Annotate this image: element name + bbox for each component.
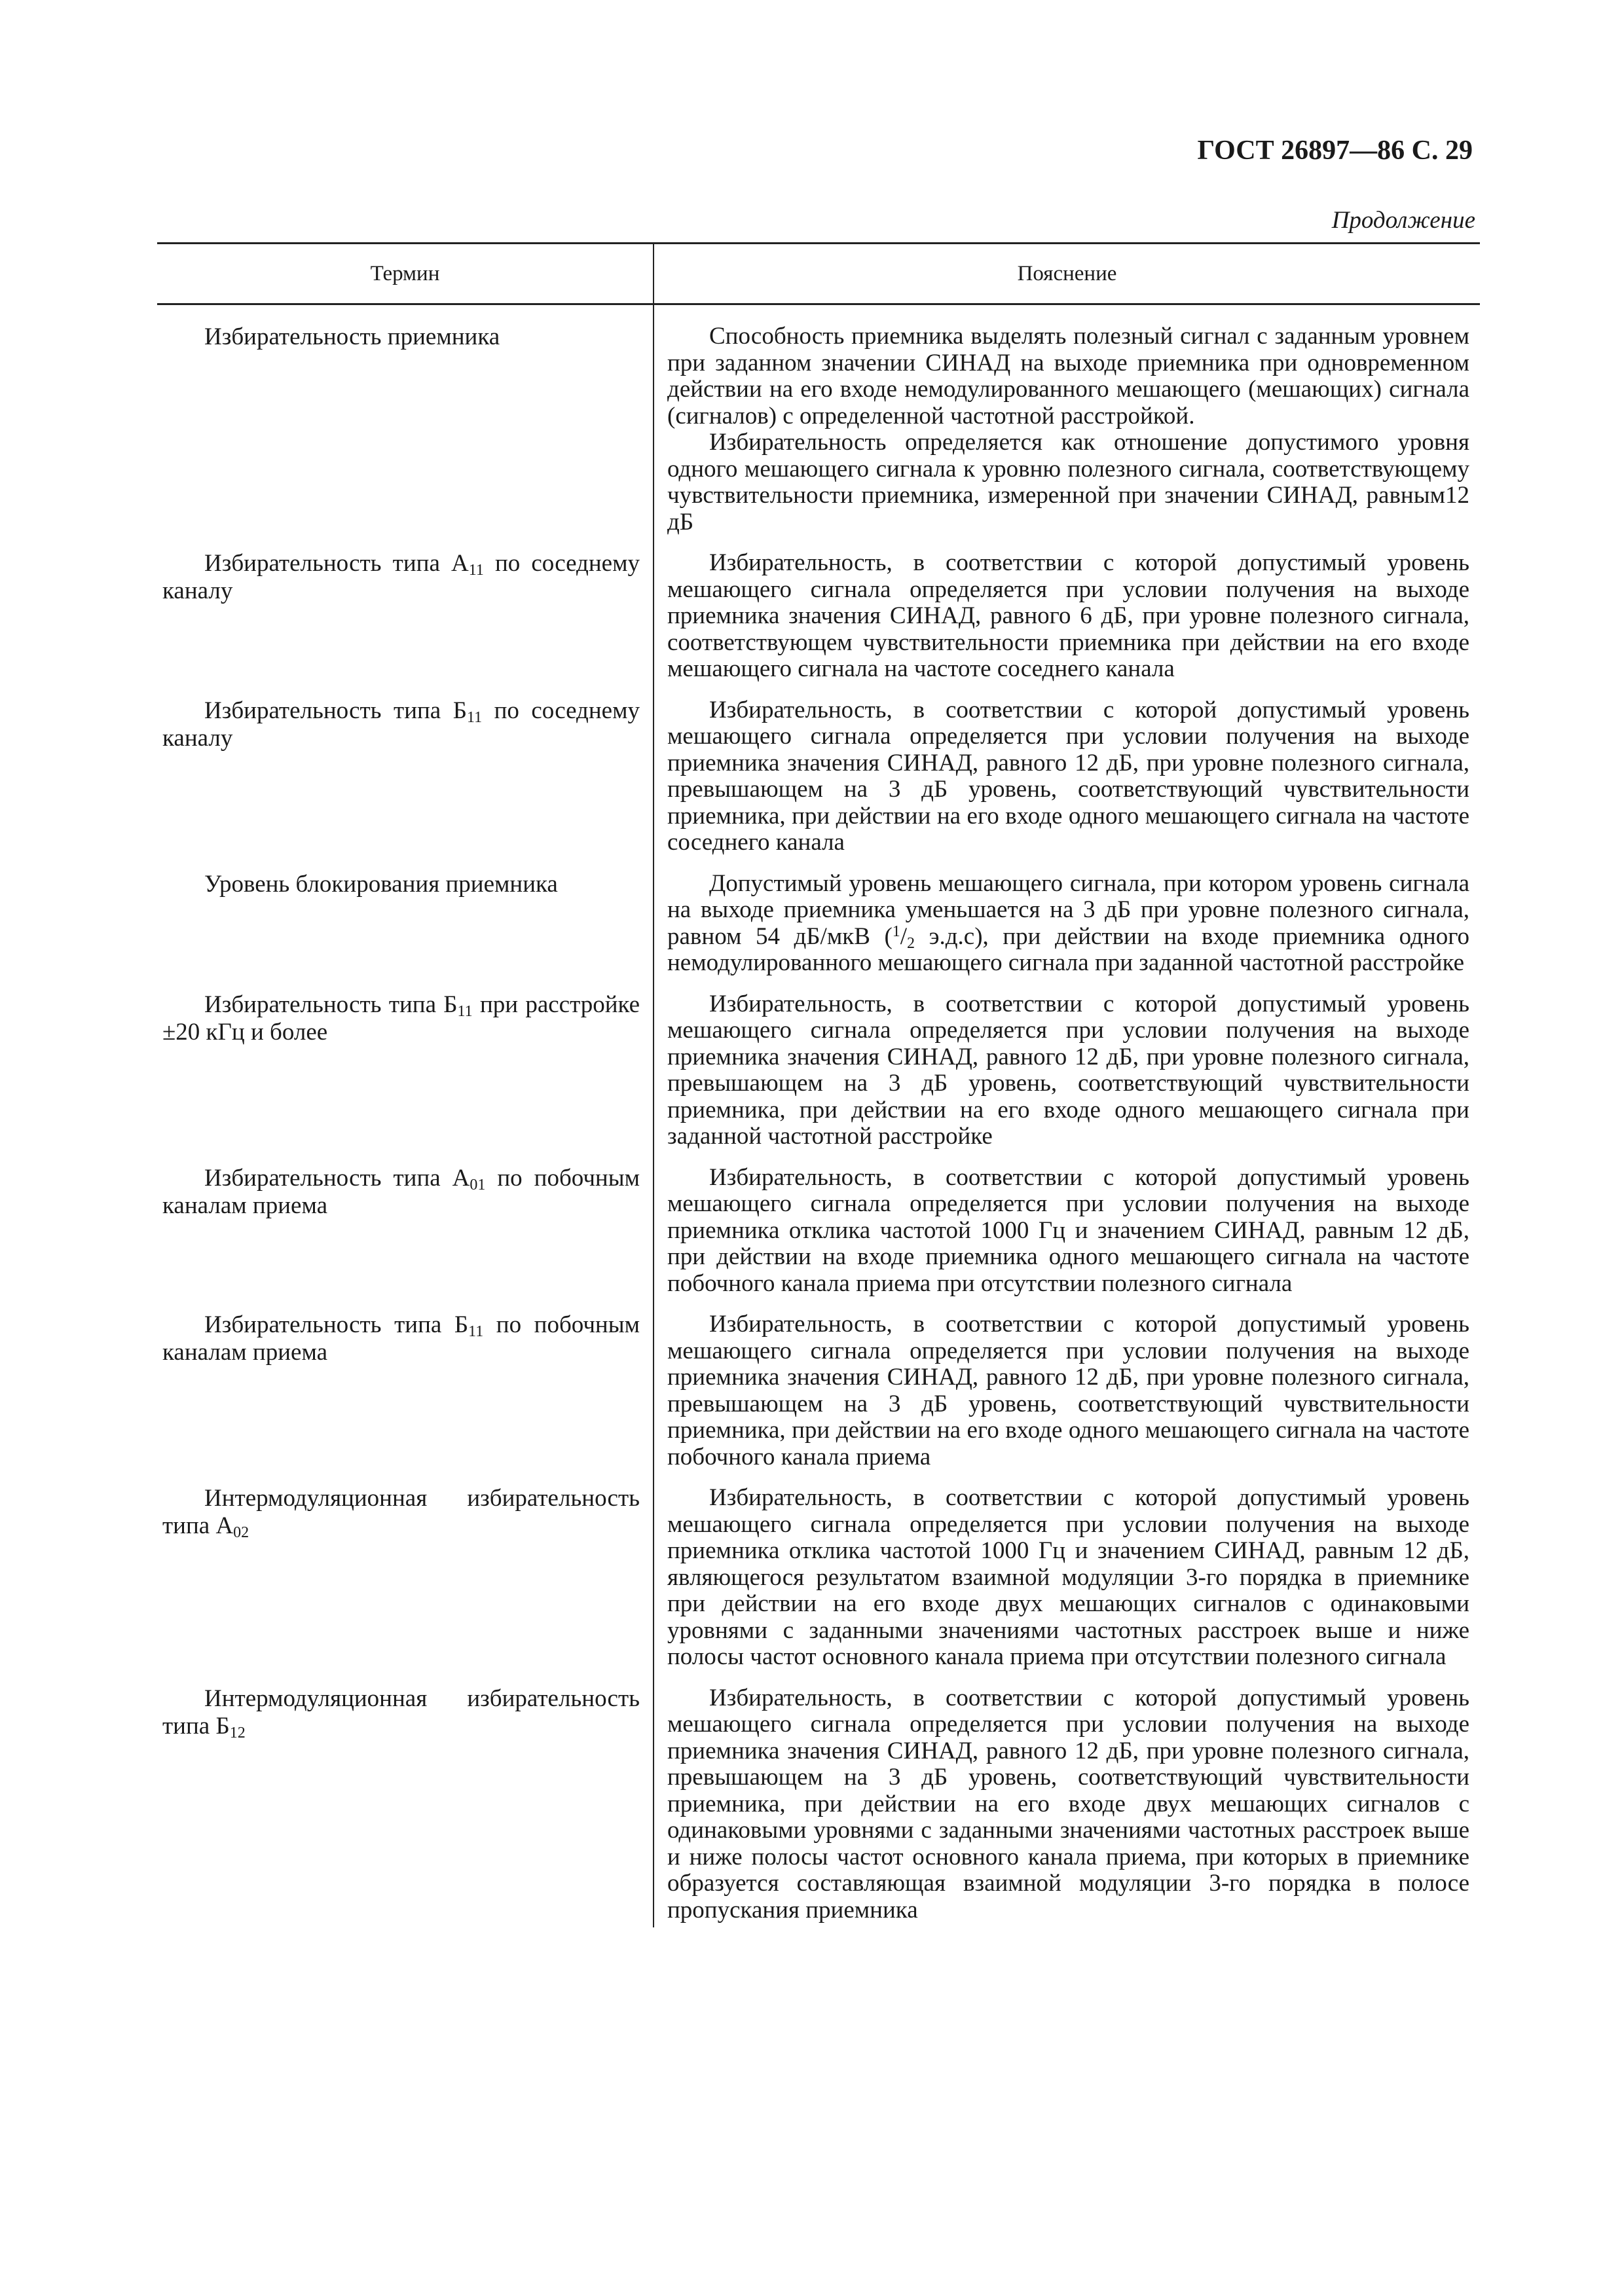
explanation-cell	[653, 1301, 1480, 1474]
explanation-paragraph: Избирательность, в соответствии с которой допустимый уровень мешающего сигнала определяется при условии получения на выходе приемника значения СИНАД, равного 12 дБ, при уровне полезного сигнала, превышающем на 3 дБ уровень, соответствующий чувствительности приемника, при действии на его входе одного мешающего сигнала на частоте соседнего канала	[667, 696, 1469, 856]
term-subscript: 11	[468, 562, 484, 579]
term-cell	[157, 305, 653, 539]
table-row	[157, 860, 1480, 981]
page-header-title: ГОСТ 26897—86 С. 29	[1197, 136, 1473, 166]
term-text: Интермодуляционная избирательность типа А	[162, 1485, 640, 1539]
table-row	[157, 1474, 1480, 1675]
term-cell	[157, 1301, 653, 1474]
table-row	[157, 1154, 1480, 1302]
term-subscript: 01	[470, 1176, 486, 1194]
explanation-cell	[653, 860, 1480, 981]
term-text-rest: по побочным каналам приема	[162, 1164, 640, 1219]
table-header	[157, 242, 1480, 305]
table-body	[157, 305, 1480, 1927]
explanation-cell	[653, 539, 1480, 687]
explanation-paragraph: Избирательность, в соответствии с которой допустимый уровень мешающего сигнала определяется при условии получения на выходе приемника отклика частотой 1000 Гц и значением СИНАД, равным 12 дБ, при действии на входе приемника одного мешающего сигнала на частоте побочного канала приема при отсутствии полезного сигнала	[667, 1163, 1469, 1297]
term-cell	[157, 1154, 653, 1302]
term-cell	[157, 860, 653, 981]
term-text: Избирательность типа А	[204, 550, 469, 577]
term-subscript: 02	[233, 1524, 249, 1541]
fraction-slash: /	[900, 922, 908, 950]
term-cell	[157, 981, 653, 1154]
explanation-text-rest: э.д.с), при действии на входе приемника одного немодулированного мешающего сигнала при заданной частотной расстройке	[667, 922, 1469, 976]
term-text: Избирательность типа Б	[204, 697, 467, 724]
explanation-cell	[653, 305, 1480, 539]
term-cell	[157, 687, 653, 860]
term-text-rest: по соседнему каналу	[162, 697, 640, 752]
term-subscript: 11	[466, 708, 483, 726]
term-text-rest: при расстройке ±20 кГц и более	[162, 991, 640, 1046]
term-subscript: 11	[457, 1002, 473, 1020]
table-row	[157, 981, 1480, 1154]
explanation-paragraph: Избирательность, в соответствии с которой допустимый уровень мешающего сигнала определяется при условии получения на выходе приемника значения СИНАД, равного 12 дБ, при уровне полезного сигнала, превышающем на 3 дБ уровень, соответствующий чувствительности приемника, при действии на его входе одного мешающего сигнала на частоте побочного канала приема	[667, 1311, 1469, 1470]
term-text: Уровень блокирования приемника	[204, 870, 558, 898]
term-text-rest: по соседнему каналу	[162, 550, 640, 604]
term-text: Интермодуляционная избирательность типа Б	[162, 1685, 640, 1740]
table-row	[157, 539, 1480, 687]
table-row	[157, 687, 1480, 860]
term-cell	[157, 1675, 653, 1928]
explanation-cell	[653, 1474, 1480, 1675]
explanation-paragraph: Избирательность определяется как отношение допустимого уровня одного мешающего сигнала к уровню полезного сигнала, соответствующему чувствительности приемника, измеренной при значении СИНАД, равным12 дБ	[667, 429, 1469, 536]
explanation-paragraph: Избирательность, в соответствии с которой допустимый уровень мешающего сигнала определяется при условии получения на выходе приемника значения СИНАД, равного 6 дБ, при уровне полезного сигнала, соответствующем чувствительности приемника при действии на его входе мешающего сигнала на частоте соседнего канала	[667, 549, 1469, 682]
terms-table	[157, 242, 1480, 1927]
column-header-term: Термин	[370, 261, 440, 285]
explanation-cell	[653, 687, 1480, 860]
term-cell	[157, 539, 653, 687]
term-subscript: 12	[229, 1724, 246, 1741]
table-row	[157, 305, 1480, 539]
explanation-paragraph	[667, 871, 1469, 977]
term-text: Избирательность типа А	[204, 1164, 470, 1192]
term-text-rest: по побочным каналам приема	[162, 1311, 640, 1366]
term-text: Избирательность приемника	[204, 323, 500, 350]
term-subscript: 11	[468, 1323, 484, 1340]
explanation-paragraph: Избирательность, в соответствии с которой допустимый уровень мешающего сигнала определяется при условии получения на выходе приемника отклика частотой 1000 Гц и значением СИНАД, равным 12 дБ, являющегося результатом взаимной модуляции 3-го порядка в приемнике при действии на его входе двух мешающих сигналов с одинаковыми уровнями с заданными значениями частотных расстроек выше и ниже полосы частот основного канала приема при отсутствии полезного сигнала	[667, 1484, 1469, 1670]
explanation-paragraph: Избирательность, в соответствии с которой допустимый уровень мешающего сигнала определяется при условии получения на выходе приемника значения СИНАД, равного 12 дБ, при уровне полезного сигнала, превышающем на 3 дБ уровень, соответствующий чувствительности приемника, при действии на его входе двух мешающих сигналов с одинаковыми уровнями с заданными значениями частотных расстроек выше и ниже полосы частот основного канала приема, при которых в приемнике образуется составляющая взаимной модуляции 3-го порядка в полосе пропускания приемника	[667, 1684, 1469, 1923]
continuation-label: Продолжение	[1331, 207, 1475, 234]
explanation-paragraph: Избирательность, в соответствии с которой допустимый уровень мешающего сигнала определяется при условии получения на выходе приемника значения СИНАД, равного 12 дБ, при уровне полезного сигнала, превышающем на 3 дБ уровень, соответствующий чувствительности приемника, при действии на его входе одного мешающего сигнала при заданной частотной расстройке	[667, 990, 1469, 1150]
table-row	[157, 1675, 1480, 1928]
explanation-paragraph: Способность приемника выделять полезный сигнал с заданным уровнем при заданном значении СИНАД на выходе приемника при одновременном действии на его входе немодулированного мешающего (мешающих) сигнала (сигналов) с определенной частотной расстройкой.	[667, 323, 1469, 429]
term-cell	[157, 1474, 653, 1675]
column-header-explanation: Пояснение	[653, 244, 1480, 303]
explanation-cell	[653, 1675, 1480, 1928]
explanation-cell	[653, 1154, 1480, 1302]
explanation-text: Допустимый уровень мешающего сигнала, при котором уровень сигнала на выходе приемника уменьшается на 3 дБ при уровне полезного сигнала, равном 54 дБ/мкВ (	[667, 869, 1469, 950]
term-text: Избирательность типа Б	[204, 1311, 469, 1338]
term-text: Избирательность типа Б	[204, 991, 458, 1018]
fraction-denominator: 2	[907, 934, 915, 952]
fraction-numerator: 1	[892, 922, 900, 940]
explanation-cell	[653, 981, 1480, 1154]
table-row	[157, 1301, 1480, 1474]
